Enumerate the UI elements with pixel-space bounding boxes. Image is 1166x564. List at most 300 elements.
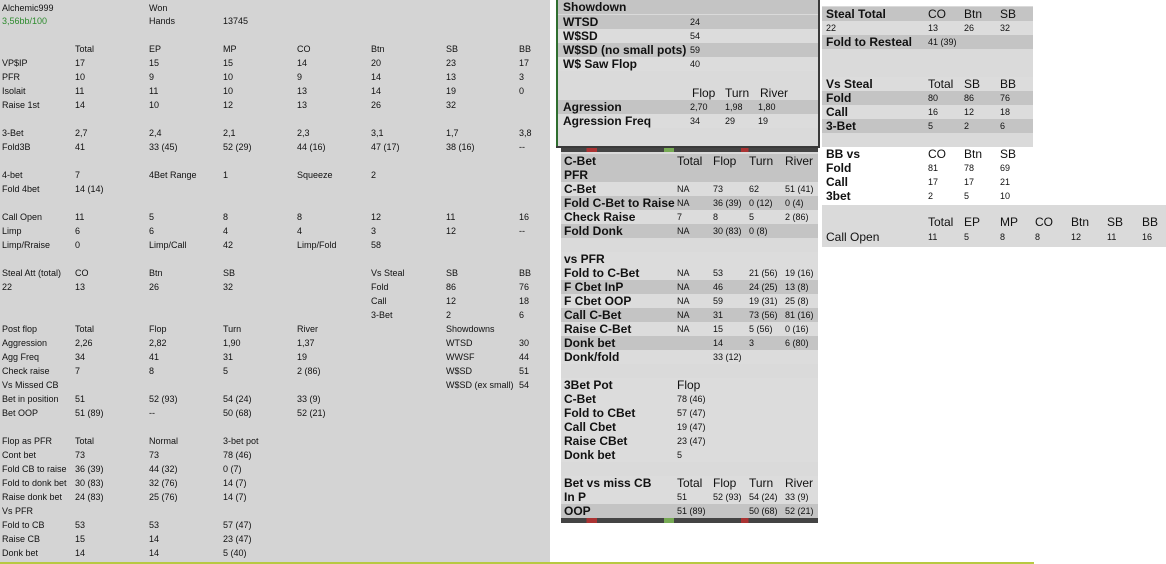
spacer (822, 0, 1033, 6)
row-label: Fold (826, 161, 852, 175)
stat-cell: 10 (75, 72, 86, 82)
col-header: SB (1107, 215, 1124, 229)
cbet-header-row (561, 154, 818, 168)
row-label: Fold (371, 282, 389, 292)
stat-cell: 62 (749, 184, 760, 194)
stat-cell: 81 (16) (785, 310, 814, 320)
stat-cell: 0 (8) (749, 226, 768, 236)
stat-cell: 18 (1000, 107, 1011, 117)
stat-cell: NA (677, 324, 690, 334)
stat-cell: NA (677, 296, 690, 306)
stat-cell: 4 (297, 226, 303, 236)
row-label: W$SD (ex small) (446, 380, 514, 390)
stat-cell: 2 (86) (785, 212, 809, 222)
stat-cell: 36 (39) (75, 464, 104, 474)
vs-pfr-label-row (561, 252, 818, 266)
row-label: Raise 1st (2, 100, 40, 110)
stat-cell: 52 (93) (149, 394, 178, 404)
stat-cell: 6 (1000, 121, 1006, 131)
stat-cell: 86 (446, 282, 457, 292)
stat-cell: 12 (223, 100, 234, 110)
stat-cell: 11 (446, 212, 456, 222)
col-header: Btn (964, 147, 983, 161)
stat-cell: 14 (149, 534, 160, 544)
col-header: CO (75, 268, 89, 278)
col-header: CO (928, 147, 946, 161)
panel-title: Showdown (563, 0, 627, 14)
row-label: Fold Donk (564, 224, 623, 238)
stat-cell: 51 (75, 394, 86, 404)
stat-cell: 1,98 (725, 102, 743, 112)
col-header: SB (446, 268, 459, 278)
stat-cell: 53 (75, 520, 86, 530)
vs-pfr-row (561, 336, 818, 350)
player-name: Alchemic999 (2, 3, 54, 13)
stat-cell: 33 (9) (297, 394, 321, 404)
stat-cell: 21 (56) (749, 268, 778, 278)
stat-cell: 23 (446, 58, 457, 68)
stat-cell: 53 (149, 520, 160, 530)
stat-cell: 78 (964, 163, 975, 173)
vs-pfr-row (561, 308, 818, 322)
steal-value: 32 (223, 282, 234, 292)
col-header: Vs Steal (826, 77, 873, 91)
row-label: Fold C-Bet to Raise (564, 196, 675, 210)
stat-cell: 31 (713, 310, 724, 320)
stat-cell: 30 (83) (75, 478, 104, 488)
fourbet-range-value: 1 (223, 170, 229, 180)
col-header: Turn (223, 324, 242, 334)
stat-cell: 76 (1000, 93, 1011, 103)
row-label: Vs Missed CB (2, 380, 59, 390)
row-label: Raise CBet (564, 434, 628, 448)
col-header: BB (1000, 77, 1017, 91)
col-header: Turn (725, 86, 750, 100)
showdown-panel (557, 0, 819, 146)
col-header: Total (677, 476, 703, 490)
col-header: EP (964, 215, 981, 229)
stat-cell: 17 (964, 177, 975, 187)
fourbet-range-label: 4Bet Range (149, 170, 197, 180)
three-bet-pot-row (561, 392, 818, 406)
row-label: PFR (564, 168, 588, 182)
row-label: Bet in position (2, 394, 59, 404)
stat-cell: 14 (7) (223, 492, 247, 502)
col-header: CO (928, 7, 946, 21)
col-header: Total (75, 436, 95, 446)
cbet-row (561, 182, 818, 196)
stat-cell: 7 (75, 366, 81, 376)
row-label: Fold to CB (2, 520, 45, 530)
row-label: Raise CB (2, 534, 41, 544)
row-label: 3-Bet (371, 310, 393, 320)
stat-cell: 32 (1000, 23, 1011, 33)
stat-cell: 2,26 (75, 338, 93, 348)
row-label: F Cbet OOP (564, 294, 632, 308)
row-label: VP$IP (2, 58, 28, 68)
row-label: Check Raise (564, 210, 636, 224)
stat-cell: 0 (7) (223, 464, 242, 474)
pfr-label-row (561, 168, 818, 182)
stat-cell: 12 (964, 107, 975, 117)
stat-cell: -- (519, 226, 525, 236)
stat-cell: 0 (12) (749, 198, 773, 208)
col-header: River (785, 476, 814, 490)
stat-cell: 10 (1000, 191, 1011, 201)
stat-cell: 5 (56) (749, 324, 773, 334)
stat-cell: 11 (1107, 232, 1117, 242)
row-label: In P (564, 490, 587, 504)
stat-cell: NA (677, 310, 690, 320)
limp-call-label: Limp/Call (149, 240, 187, 250)
squeeze-value: 2 (371, 170, 377, 180)
stat-cell: 5 (149, 212, 155, 222)
stat-cell: 52 (29) (223, 142, 252, 152)
stat-cell: 51 (677, 492, 688, 502)
stat-cell: 51 (89) (75, 408, 104, 418)
row-label: Fold CB to raise (2, 464, 67, 474)
stat-cell: 8 (149, 366, 155, 376)
stat-cell: 13 (297, 86, 308, 96)
stat-cell: -- (149, 408, 155, 418)
stat-cell: 1,7 (446, 128, 459, 138)
stat-cell: 50 (68) (223, 408, 252, 418)
stat-cell: 2,70 (690, 102, 708, 112)
stat-cell: 57 (47) (223, 520, 252, 530)
stat-cell: 5 (677, 450, 683, 460)
main-stats-panel (0, 0, 550, 562)
stat-cell: 44 (32) (149, 464, 178, 474)
col-header: River (760, 86, 789, 100)
vs-pfr-row (561, 350, 818, 364)
stat-cell: 24 (25) (749, 282, 778, 292)
stat-cell: 24 (83) (75, 492, 104, 502)
col-header: Total (677, 154, 703, 168)
vs-pfr-row (561, 280, 818, 294)
showdown-row (557, 29, 819, 43)
stat-cell: 19 (297, 352, 308, 362)
stat-cell: 23 (47) (677, 436, 706, 446)
stat-cell: 51 (519, 366, 530, 376)
hands-label: Hands (149, 16, 176, 26)
stat-cell: 40 (690, 59, 701, 69)
stat-cell: 6 (75, 226, 81, 236)
col-header: Flop (677, 378, 701, 392)
cbet-row (561, 196, 818, 210)
stat-cell: 15 (223, 58, 234, 68)
stat-cell: 8 (223, 212, 229, 222)
row-label: Agg Freq (2, 352, 40, 362)
row-label: Cont bet (2, 450, 37, 460)
col-header: Total (928, 215, 954, 229)
row-label: vs PFR (564, 252, 605, 266)
stat-cell: 25 (8) (785, 296, 809, 306)
stat-cell: 78 (46) (677, 394, 706, 404)
stat-cell: 54 (24) (749, 492, 778, 502)
col-header: Total (75, 44, 95, 54)
stat-cell: 3,8 (519, 128, 532, 138)
stat-cell: 2 (964, 121, 970, 131)
limp-reraise-value: 0 (75, 240, 81, 250)
col-header: Btn (149, 268, 163, 278)
row-label: W$SD (no small pots) (563, 43, 687, 57)
row-label: Call Cbet (564, 420, 617, 434)
col-header: Bet vs miss CB (564, 476, 652, 490)
steal-values-row (822, 21, 1033, 35)
stat-cell: NA (677, 282, 690, 292)
stat-cell: 73 (149, 450, 160, 460)
stat-cell: 54 (690, 31, 701, 41)
stat-cell: 30 (83) (713, 226, 742, 236)
stat-cell: 44 (16) (297, 142, 326, 152)
col-header: Post flop (2, 324, 38, 334)
stat-cell: 14 (7) (223, 478, 247, 488)
showdown-title (557, 0, 819, 14)
bb-vs-row (822, 161, 1033, 175)
showdown-row (557, 43, 819, 57)
stat-cell: 23 (47) (223, 534, 252, 544)
row-label: PFR (2, 72, 20, 82)
agg-header-row (557, 86, 819, 100)
stat-cell: 8 (1035, 232, 1041, 242)
stat-cell: 19 (31) (749, 296, 778, 306)
stat-cell: 73 (56) (749, 310, 778, 320)
squeeze-label: Squeeze (297, 170, 333, 180)
stat-cell: 12 (446, 296, 457, 306)
stat-cell: 54 (24) (223, 394, 252, 404)
vs-pfr-row (561, 322, 818, 336)
col-header: Turn (749, 154, 774, 168)
stat-cell: 69 (1000, 163, 1011, 173)
steal-panel (822, 6, 1033, 147)
stat-cell: 3,1 (371, 128, 384, 138)
row-label: Donk bet (564, 448, 616, 462)
stat-cell: 2 (446, 310, 452, 320)
cbet-row (561, 210, 818, 224)
stat-cell: 41 (149, 352, 160, 362)
stat-cell: 59 (713, 296, 724, 306)
fourbet-value: 7 (75, 170, 81, 180)
stat-cell: 11 (75, 86, 85, 96)
three-bet-pot-header (561, 378, 818, 392)
steal-value: 26 (149, 282, 160, 292)
col-header: Steal Total (826, 7, 886, 21)
col-header: Btn (964, 7, 983, 21)
stat-cell: 2 (928, 191, 934, 201)
vs-steal-row (822, 105, 1033, 119)
row-label: Agression Freq (563, 114, 652, 128)
row-label: Call C-Bet (564, 308, 622, 322)
cbet-panel (561, 152, 818, 518)
col-header: SB (964, 77, 981, 91)
three-bet-pot-row (561, 420, 818, 434)
col-header: CO (297, 44, 311, 54)
limp-call-value: 42 (223, 240, 234, 250)
stat-cell: 25 (76) (149, 492, 178, 502)
row-label: W$SD (563, 29, 598, 43)
stat-cell: 3 (519, 72, 525, 82)
row-label: Call Open (826, 230, 880, 244)
row-label: C-Bet (564, 182, 596, 196)
row-label: Call (371, 296, 387, 306)
hands-value: 13745 (223, 16, 249, 26)
stat-cell: 0 (16) (785, 324, 809, 334)
stat-cell: 47 (17) (371, 142, 400, 152)
row-label: 3bet (826, 189, 851, 203)
col-header: BB (1142, 215, 1159, 229)
col-header: Total (928, 77, 954, 91)
row-label: Fold (826, 91, 852, 105)
stat-cell: 10 (149, 100, 160, 110)
stat-cell: 12 (446, 226, 457, 236)
stat-cell: 41 (75, 142, 86, 152)
stat-cell: 12 (1071, 232, 1082, 242)
stat-cell: 50 (68) (749, 506, 778, 516)
fourbet-label: 4-bet (2, 170, 23, 180)
stat-cell: 10 (223, 72, 234, 82)
row-label: F Cbet InP (564, 280, 624, 294)
stat-cell: 7 (677, 212, 683, 222)
stat-cell: 59 (690, 45, 701, 55)
col-header: MP (1000, 215, 1018, 229)
stat-cell: 14 (713, 338, 724, 348)
stat-cell: 17 (519, 58, 530, 68)
bb-vs-row (822, 175, 1033, 189)
stat-cell: 2,7 (75, 128, 88, 138)
stat-cell: 8 (297, 212, 303, 222)
stat-cell: 80 (928, 93, 939, 103)
row-label: 3-Bet (2, 128, 24, 138)
stat-cell: 1,90 (223, 338, 241, 348)
stat-cell: 14 (371, 86, 382, 96)
col-header: SB (1000, 147, 1017, 161)
row-label: WTSD (446, 338, 473, 348)
stat-cell: 8 (1000, 232, 1006, 242)
stat-cell: 41 (39) (928, 37, 957, 47)
stat-cell: 19 (16) (785, 268, 814, 278)
stat-cell: 24 (690, 17, 701, 27)
stat-cell: 22 (826, 23, 837, 33)
stat-cell: 13 (297, 100, 308, 110)
stat-cell: 5 (964, 191, 970, 201)
call-open-row (822, 230, 1166, 244)
col-header: Total (75, 324, 95, 334)
stat-cell: 3 (371, 226, 377, 236)
stat-cell: 5 (40) (223, 548, 247, 558)
won-label: Won (149, 3, 168, 13)
stat-cell: 13 (446, 72, 457, 82)
call-open-header-row (822, 215, 1166, 229)
stat-cell: 33 (45) (149, 142, 178, 152)
stat-cell: 34 (75, 352, 86, 362)
stat-cell: 13 (8) (785, 282, 809, 292)
stat-cell: 38 (16) (446, 142, 475, 152)
stat-cell: NA (677, 198, 690, 208)
stat-cell: 19 (446, 86, 457, 96)
stat-cell: 52 (21) (297, 408, 326, 418)
stat-cell: 15 (75, 534, 86, 544)
stat-cell: 53 (713, 268, 724, 278)
stat-cell: 14 (297, 58, 308, 68)
stat-cell: 19 (47) (677, 422, 706, 432)
stat-cell: 18 (519, 296, 530, 306)
row-label: Fold3B (2, 142, 31, 152)
stat-cell: 16 (1142, 232, 1153, 242)
stat-cell: 57 (47) (677, 408, 706, 418)
row-label: Raise donk bet (2, 492, 63, 502)
fold-fourbet-value: 14 (14) (75, 184, 104, 194)
stat-cell: 52 (21) (785, 506, 814, 516)
stat-cell: 1,80 (758, 102, 776, 112)
stat-cell: 26 (964, 23, 975, 33)
col-header: SB (446, 44, 459, 54)
row-label: Agression (563, 100, 622, 114)
stat-cell: 2,1 (223, 128, 236, 138)
stat-cell: 73 (713, 184, 724, 194)
stat-cell: 16 (928, 107, 939, 117)
row-label: Call Open (2, 212, 43, 222)
stat-cell: 51 (41) (785, 184, 814, 194)
col-header: 3-bet pot (223, 436, 259, 446)
row-label: Bet OOP (2, 408, 39, 418)
row-label: Fold to CBet (564, 406, 636, 420)
col-header: Flop (713, 154, 737, 168)
stat-cell: 19 (758, 116, 769, 126)
stat-cell: 5 (964, 232, 970, 242)
steal-att-label: Steal Att (total) (2, 268, 62, 278)
col-header: BB (519, 44, 532, 54)
stat-cell: 2,82 (149, 338, 167, 348)
col-header: Btn (371, 44, 385, 54)
row-label: WWSF (446, 352, 475, 362)
three-bet-pot-row (561, 448, 818, 462)
row-label: C-Bet (564, 392, 596, 406)
stat-cell: 81 (928, 163, 939, 173)
vs-pfr-row (561, 294, 818, 308)
stat-cell: 52 (93) (713, 492, 742, 502)
row-label: Limp (2, 226, 22, 236)
stat-cell: 51 (89) (677, 506, 706, 516)
col-header: River (297, 324, 319, 334)
col-header: Normal (149, 436, 179, 446)
col-header: 3Bet Pot (564, 378, 613, 392)
row-label: Vs PFR (2, 506, 34, 516)
bet-vs-miss-header (561, 476, 818, 490)
limp-fold-value: 58 (371, 240, 382, 250)
stat-cell: 5 (749, 212, 755, 222)
stat-cell: 0 (519, 86, 525, 96)
limp-reraise-label: Limp/Rraise (2, 240, 51, 250)
steal-header-row (822, 7, 1033, 21)
col-header: Turn (749, 476, 774, 490)
row-label: Donk/fold (564, 350, 620, 364)
stat-cell: 3 (749, 338, 755, 348)
col-header: River (785, 154, 814, 168)
stat-cell: 15 (713, 324, 724, 334)
col-header: BB (519, 268, 532, 278)
row-label: Fold to C-Bet (564, 266, 640, 280)
stat-cell: 31 (223, 352, 234, 362)
background-texture (561, 518, 818, 523)
steal-value: 22 (2, 282, 13, 292)
stat-cell: 36 (39) (713, 198, 742, 208)
stat-cell: 32 (446, 100, 457, 110)
stat-cell: 86 (964, 93, 975, 103)
stat-cell: 33 (9) (785, 492, 809, 502)
stat-cell: 6 (80) (785, 338, 809, 348)
stat-cell: 32 (76) (149, 478, 178, 488)
vs-steal-row (822, 91, 1033, 105)
